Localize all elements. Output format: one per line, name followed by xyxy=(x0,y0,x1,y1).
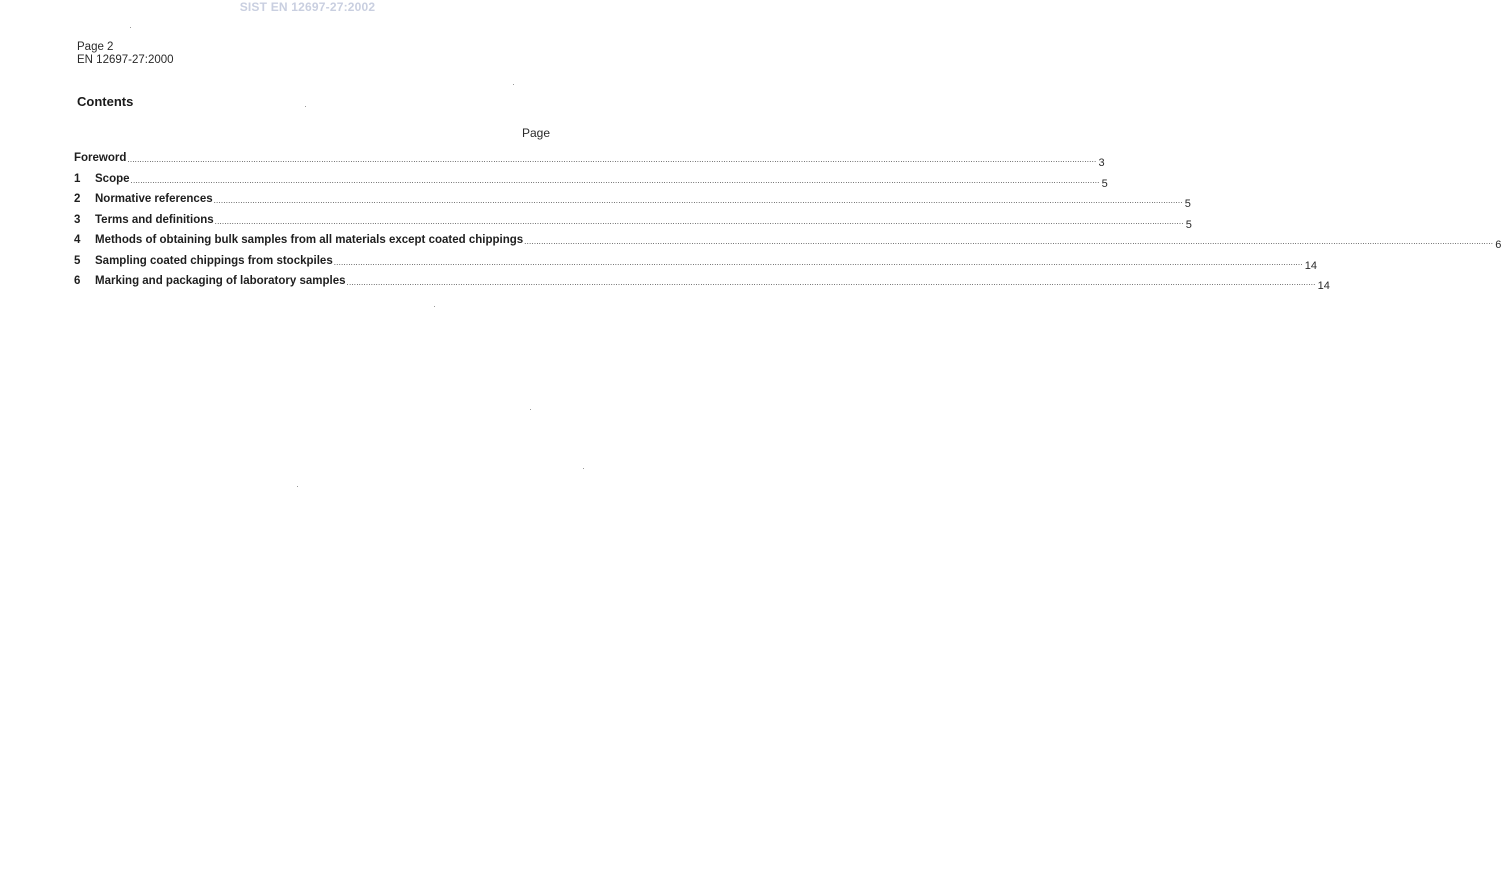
toc-entry-title: Foreword xyxy=(74,152,127,164)
dot-leader: ................................................................................................................................................................................................................................................................................................................................................................................................................ xyxy=(130,175,1100,185)
toc-entry-page: 6 xyxy=(1495,239,1501,251)
dot-leader: ................................................................................................................................................................................................................................................................................................................................................................................................................ xyxy=(213,196,1183,205)
toc-entry-number: 3 xyxy=(74,213,81,226)
scan-speck xyxy=(583,468,584,469)
toc-entry-page: 3 xyxy=(1098,157,1105,169)
toc-entry-page: 5 xyxy=(1185,218,1192,231)
page-column-label: Page xyxy=(522,126,551,140)
toc-entry-title: Sampling coated chippings from stockpiles xyxy=(95,254,333,267)
watermark: SIST EN 12697-27:2002 xyxy=(239,0,376,14)
toc-entry-foreword[interactable] xyxy=(74,152,1105,173)
scan-speck xyxy=(305,106,306,107)
toc-entry-title: Scope xyxy=(95,172,130,185)
toc-entry-number: 6 xyxy=(74,275,81,287)
toc-entry-number: 4 xyxy=(74,234,81,246)
scan-speck xyxy=(297,486,298,487)
toc-entry-number: 1 xyxy=(74,172,81,185)
toc-entry-5[interactable] xyxy=(74,254,1318,276)
scan-speck xyxy=(513,84,514,85)
table-of-contents xyxy=(74,152,1501,296)
page-number: Page 2 xyxy=(77,41,114,53)
toc-entry-page: 14 xyxy=(1317,280,1330,292)
toc-entry-title: Methods of obtaining bulk samples from all materials except coated chippings xyxy=(95,234,524,246)
dot-leader: ................................................................................................................................................................................................................................................................................................................................................................................................................ xyxy=(127,155,1097,164)
contents-heading: Contents xyxy=(77,94,134,109)
scan-speck xyxy=(130,27,131,28)
toc-entry-title: Marking and packaging of laboratory samples xyxy=(95,275,346,287)
toc-entry-1[interactable] xyxy=(74,172,1108,194)
toc-entry-title: Normative references xyxy=(95,193,213,205)
toc-entry-title: Terms and definitions xyxy=(95,213,214,226)
toc-entry-page: 5 xyxy=(1101,177,1108,190)
toc-entry-2[interactable] xyxy=(74,193,1191,214)
toc-entry-6[interactable] xyxy=(74,275,1330,296)
toc-entry-3[interactable] xyxy=(74,213,1192,235)
scan-speck xyxy=(434,306,435,307)
standard-reference: EN 12697-27:2000 xyxy=(77,54,174,66)
page-header xyxy=(77,41,174,67)
toc-entry-number: 2 xyxy=(74,193,81,205)
dot-leader: ................................................................................................................................................................................................................................................................................................................................................................................................................ xyxy=(333,257,1303,267)
dot-leader: ................................................................................................................................................................................................................................................................................................................................................................................................................ xyxy=(524,237,1494,246)
scan-speck xyxy=(530,409,531,410)
toc-entry-4[interactable] xyxy=(74,234,1501,255)
toc-entry-page: 5 xyxy=(1184,198,1191,210)
toc-entry-page: 14 xyxy=(1304,259,1318,272)
toc-entry-number: 5 xyxy=(74,254,81,267)
dot-leader: ................................................................................................................................................................................................................................................................................................................................................................................................................ xyxy=(214,216,1184,226)
dot-leader: ................................................................................................................................................................................................................................................................................................................................................................................................................ xyxy=(346,278,1316,287)
